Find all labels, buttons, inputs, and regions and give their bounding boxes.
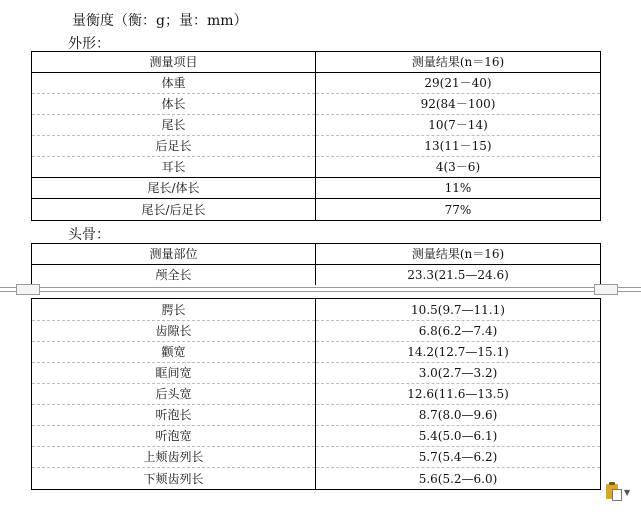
skull-measurements-table-continued: [31, 298, 601, 490]
table-row: [32, 265, 601, 286]
measurement-name: 听泡宽: [32, 426, 316, 447]
measurement-name: 下颊齿列长: [32, 468, 316, 490]
measurement-value: 10(7－14): [316, 115, 601, 136]
table-row: [32, 342, 601, 363]
page-break-handle-right[interactable]: [594, 284, 618, 295]
measurement-name: 听泡长: [32, 405, 316, 426]
table-row: [32, 136, 601, 157]
page-break-line: [0, 291, 641, 292]
measurement-value: 12.6(11.6—13.5): [316, 384, 601, 405]
measurement-value: 5.6(5.2—6.0): [316, 468, 601, 490]
external-measurements-table: [31, 51, 601, 221]
measurement-name: 体长: [32, 94, 316, 115]
column-header: 测量结果(n＝16): [316, 52, 601, 73]
table-row: [32, 157, 601, 178]
clipboard-paper-icon: [612, 489, 622, 501]
measurement-name: 齿隙长: [32, 321, 316, 342]
measurement-value: 11%: [316, 178, 601, 199]
measurement-value: 77%: [316, 199, 601, 221]
table-row: [32, 321, 601, 342]
chevron-down-icon[interactable]: ▼: [624, 488, 631, 497]
measurement-value: 5.7(5.4—6.2): [316, 447, 601, 468]
measurement-value: 14.2(12.7—15.1): [316, 342, 601, 363]
measurement-value: 6.8(6.2—7.4): [316, 321, 601, 342]
measurement-name: 耳长: [32, 157, 316, 178]
measurement-name: 尾长: [32, 115, 316, 136]
measurement-name: 颧宽: [32, 342, 316, 363]
table-row: [32, 94, 601, 115]
measurement-name: 尾长/后足长: [32, 199, 316, 221]
measurement-value: 29(21－40): [316, 73, 601, 94]
measurement-value: 8.7(8.0—9.6): [316, 405, 601, 426]
paste-options-button[interactable]: [604, 482, 632, 502]
measurement-name: 腭长: [32, 299, 316, 321]
table-row: [32, 199, 601, 221]
measurement-name: 体重: [32, 73, 316, 94]
skull-measurements-table: [31, 243, 601, 285]
measurement-name: 后足长: [32, 136, 316, 157]
table-row: [32, 447, 601, 468]
measurement-name: 眶间宽: [32, 363, 316, 384]
document-title: 量衡度（衡：g；量：mm）: [72, 13, 248, 29]
table-row: [32, 384, 601, 405]
page-break-indicator: [0, 284, 641, 295]
column-header: 测量结果(n＝16): [316, 244, 601, 265]
table-row: [32, 73, 601, 94]
measurement-value: 3.0(2.7—3.2): [316, 363, 601, 384]
column-header: 测量部位: [32, 244, 316, 265]
page-break-handle-left[interactable]: [16, 284, 40, 295]
measurement-value: 23.3(21.5—24.6): [316, 265, 601, 286]
page-break-line: [0, 287, 641, 288]
section-label-skull: 头骨：: [68, 227, 110, 243]
measurement-value: 5.4(5.0—6.1): [316, 426, 601, 447]
measurement-name: 颅全长: [32, 265, 316, 286]
measurement-name: 上颊齿列长: [32, 447, 316, 468]
measurement-value: 13(11－15): [316, 136, 601, 157]
table-header-row: [32, 52, 601, 73]
column-header: 测量项目: [32, 52, 316, 73]
table-row: [32, 426, 601, 447]
table-header-row: [32, 244, 601, 265]
measurement-value: 92(84－100): [316, 94, 601, 115]
measurement-value: 4(3－6): [316, 157, 601, 178]
table-row: [32, 178, 601, 199]
table-row: [32, 363, 601, 384]
table-row: [32, 115, 601, 136]
measurement-name: 尾长/体长: [32, 178, 316, 199]
section-label-external: 外形：: [68, 36, 110, 52]
table-row: [32, 468, 601, 490]
measurement-value: 10.5(9.7—11.1): [316, 299, 601, 321]
table-row: [32, 405, 601, 426]
measurement-name: 后头宽: [32, 384, 316, 405]
table-row: [32, 299, 601, 321]
